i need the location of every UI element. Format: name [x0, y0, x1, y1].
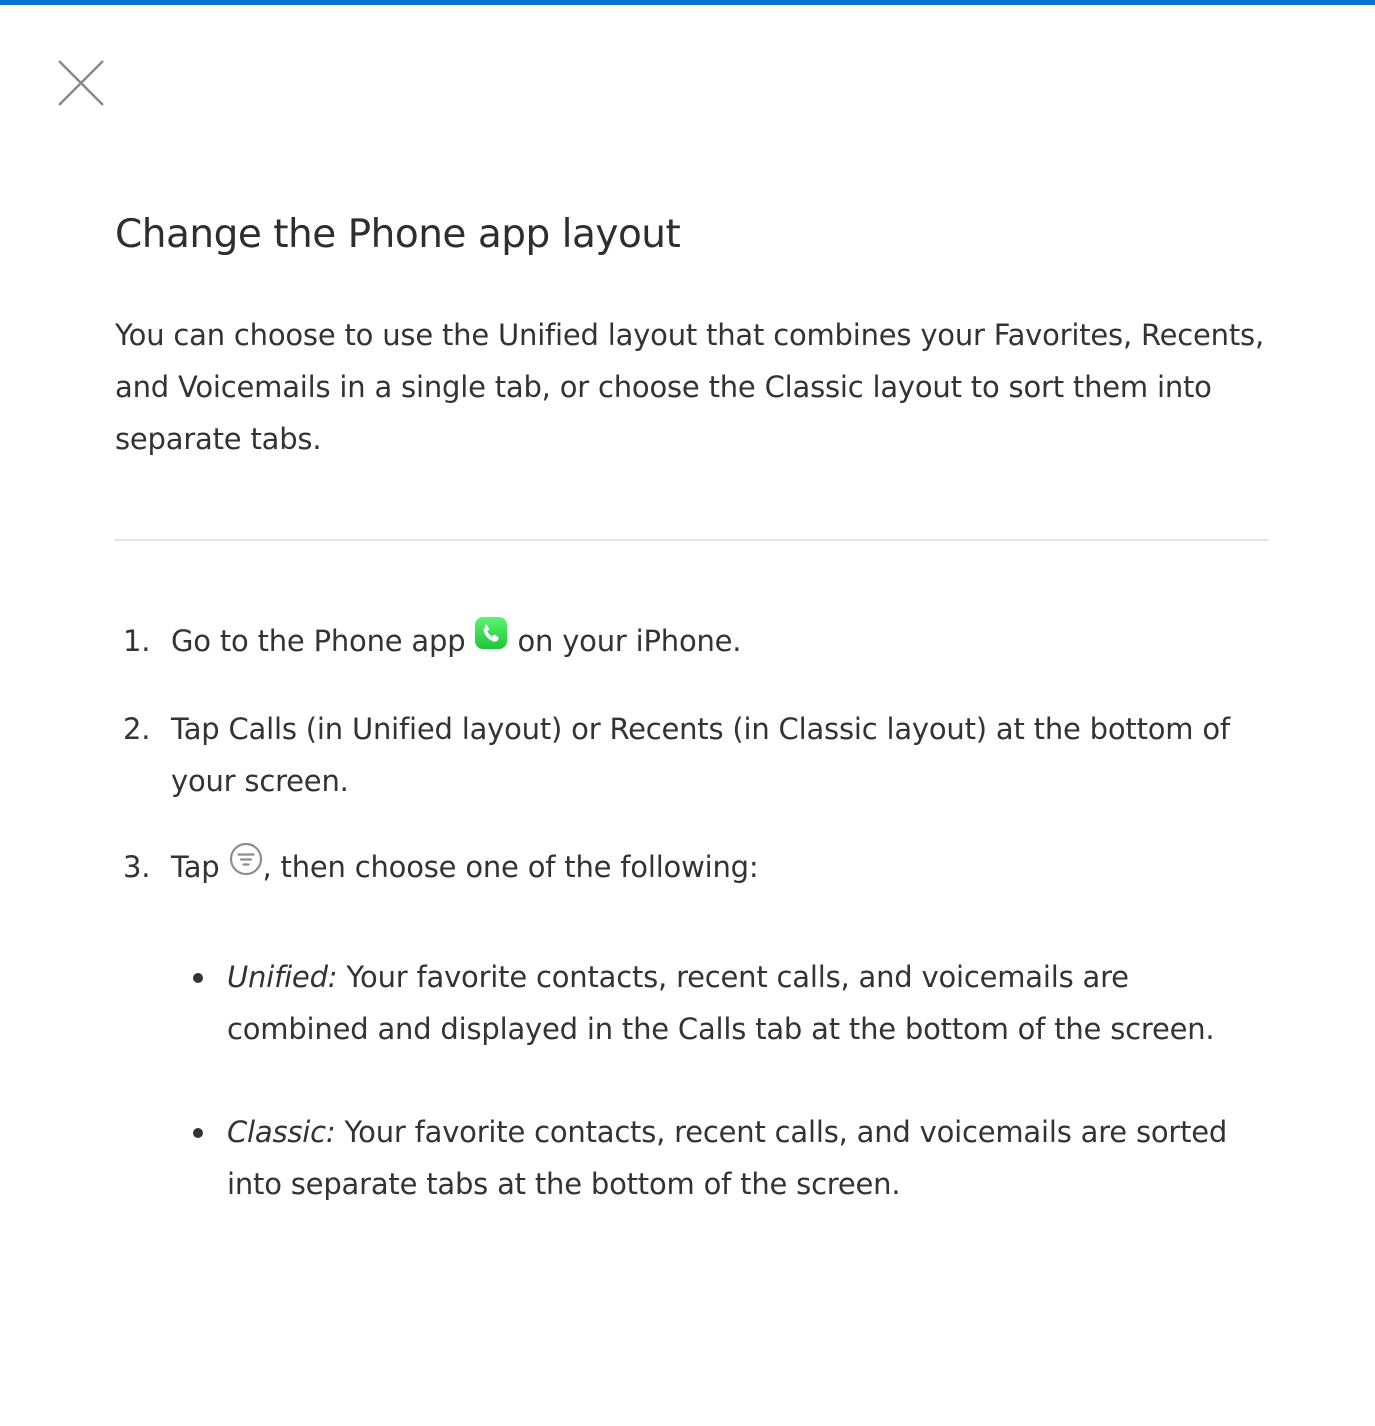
close-icon	[54, 56, 108, 110]
top-accent-bar	[0, 0, 1375, 5]
close-button[interactable]	[54, 56, 108, 110]
filter-icon	[229, 840, 263, 892]
layout-options-list	[171, 951, 1270, 1210]
step-text: Tap	[171, 850, 229, 884]
intro-paragraph: You can choose to use the Unified layout that combines your Favorites, Recents, and Voicemails in a single tab, or choose the Classic layout to sort them into separate tabs.	[115, 318, 1264, 456]
step-number: 3.	[123, 850, 151, 884]
step-text: Go to the Phone app	[171, 624, 475, 658]
step-item	[115, 615, 1270, 669]
bullet	[193, 973, 203, 983]
phone-app-icon	[474, 614, 508, 666]
bullet	[193, 1128, 203, 1138]
steps-list	[115, 615, 1270, 1210]
step-number: 1.	[123, 624, 151, 658]
step-text-after: , then choose one of the following:	[262, 850, 759, 884]
step-text: Tap Calls (in Unified layout) or Recents (in Classic layout) at the bottom of your screen.	[171, 712, 1230, 798]
option-item-unified	[171, 951, 1270, 1055]
option-name: Classic:	[227, 1115, 336, 1149]
divider	[115, 539, 1268, 541]
option-item-classic	[171, 1106, 1270, 1210]
option-name: Unified:	[227, 960, 338, 994]
step-number: 2.	[123, 712, 151, 746]
step-item	[115, 841, 1270, 1210]
step-item	[115, 703, 1270, 807]
option-text: Your favorite contacts, recent calls, and voicemails are sorted into separate tabs at the bottom of the screen.	[227, 1115, 1228, 1201]
page-title: Change the Phone app layout	[115, 212, 681, 257]
step-text-after: on your iPhone.	[508, 624, 742, 658]
article	[115, 205, 1270, 1261]
option-text: Your favorite contacts, recent calls, and voicemails are combined and displayed in the Calls tab at the bottom of the screen.	[227, 960, 1215, 1046]
